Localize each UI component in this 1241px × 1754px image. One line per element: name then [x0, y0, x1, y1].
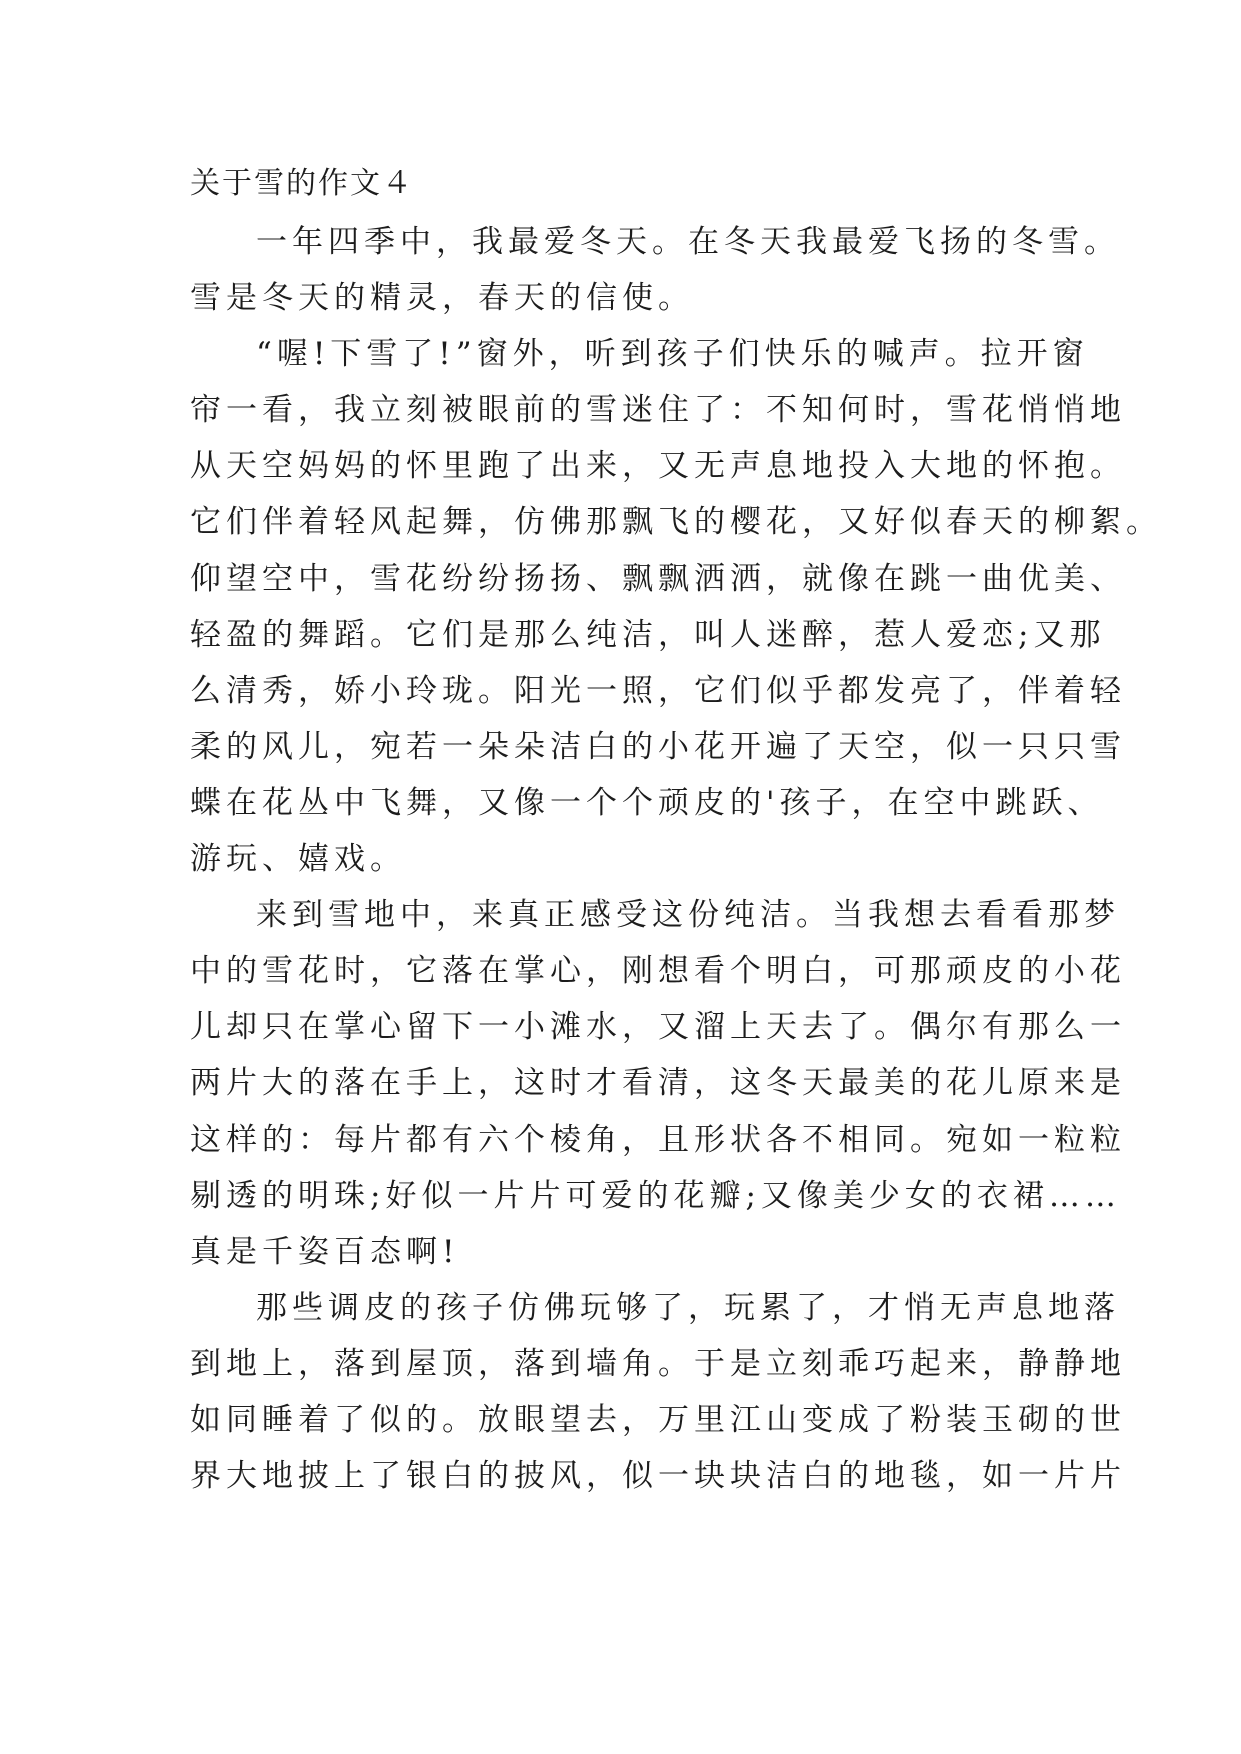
paragraph-2-line-8: 柔的风儿，宛若一朵朵洁白的小花开遍了天空，似一只只雪 [190, 728, 1126, 765]
paragraph-2-line-6: 轻盈的舞蹈。它们是那么纯洁，叫人迷醉，惹人爱恋;又那 [190, 616, 1106, 653]
paragraph-4-line-2: 到地上，落到屋顶，落到墙角。于是立刻乖巧起来，静静地 [190, 1345, 1126, 1382]
paragraph-3-line-1: 来到雪地中，来真正感受这份纯洁。当我想去看看那梦 [256, 897, 1120, 934]
paragraph-2-line-2: 帘一看，我立刻被眼前的雪迷住了：不知何时，雪花悄悄地 [190, 392, 1126, 429]
paragraph-3-line-6: 剔透的明珠;好似一片片可爱的花瓣;又像美少女的衣裙…… [190, 1177, 1121, 1214]
paragraph-4-line-1: 那些调皮的孩子仿佛玩够了，玩累了，才悄无声息地落 [256, 1289, 1120, 1326]
paragraph-3-line-3: 儿却只在掌心留下一小滩水，又溜上天去了。偶尔有那么一 [190, 1009, 1126, 1046]
paragraph-4-line-4: 界大地披上了银白的披风，似一块块洁白的地毯，如一片片 [190, 1458, 1126, 1495]
paragraph-3-line-5: 这样的：每片都有六个棱角，且形状各不相同。宛如一粒粒 [190, 1121, 1126, 1158]
paragraph-2-line-9: 蝶在花丛中飞舞，又像一个个顽皮的'孩子，在空中跳跃、 [190, 784, 1104, 821]
paragraph-2-line-1: “喔!下雪了!”窗外，听到孩子们快乐的喊声。拉开窗 [256, 336, 1089, 373]
paragraph-1-line-2: 雪是冬天的精灵，春天的信使。 [190, 280, 694, 317]
paragraph-4-line-3: 如同睡着了似的。放眼望去，万里江山变成了粉装玉砌的世 [190, 1401, 1126, 1438]
paragraph-2-line-10: 游玩、嬉戏。 [190, 841, 406, 878]
paragraph-3-line-7: 真是千姿百态啊! [190, 1233, 460, 1270]
document-title: 关于雪的作文４ [190, 166, 414, 201]
paragraph-2-line-3: 从天空妈妈的怀里跑了出来，又无声息地投入大地的怀抱。 [190, 448, 1126, 485]
paragraph-3-line-4: 两片大的落在手上，这时才看清，这冬天最美的花儿原来是 [190, 1065, 1126, 1102]
paragraph-2-line-4: 它们伴着轻风起舞，仿佛那飘飞的樱花，又好似春天的柳絮。 [190, 504, 1162, 541]
paragraph-1-line-1: 一年四季中，我最爱冬天。在冬天我最爱飞扬的冬雪。 [256, 224, 1120, 260]
paragraph-2-line-5: 仰望空中，雪花纷纷扬扬、飘飘洒洒，就像在跳一曲优美、 [190, 560, 1126, 597]
paragraph-2-line-7: 么清秀，娇小玲珑。阳光一照，它们似乎都发亮了，伴着轻 [190, 672, 1126, 709]
paragraph-3-line-2: 中的雪花时，它落在掌心，刚想看个明白，可那顽皮的小花 [190, 953, 1126, 990]
document-body [190, 220, 1162, 1510]
